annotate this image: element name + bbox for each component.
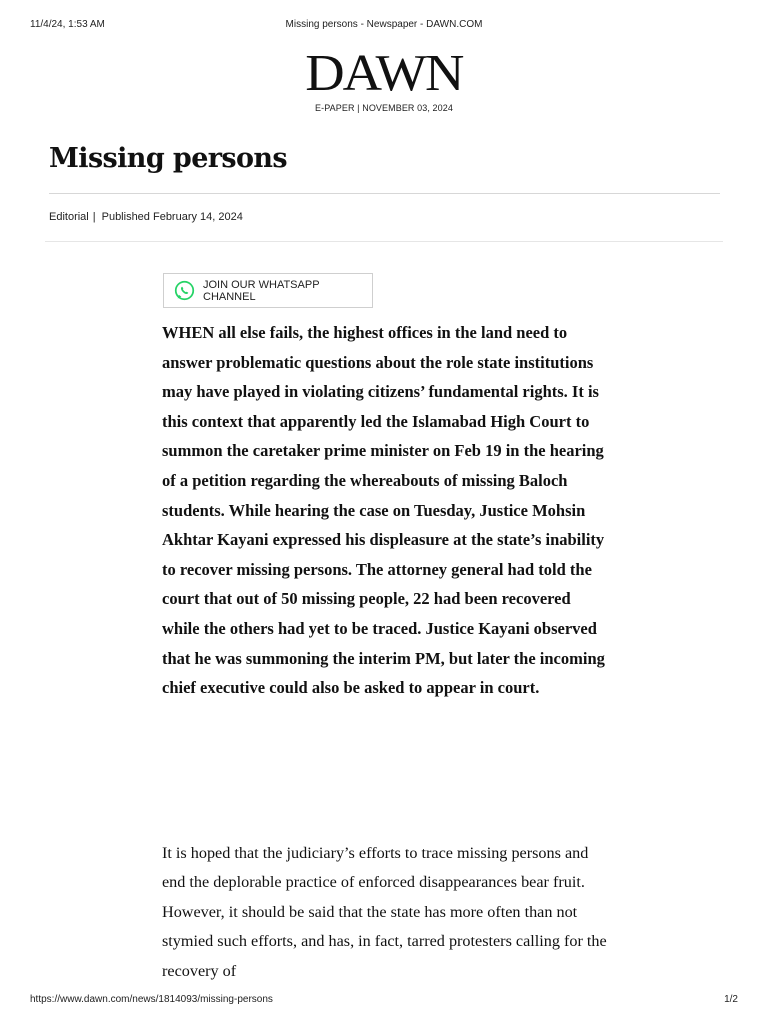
title-divider <box>49 193 720 194</box>
print-datetime: 11/4/24, 1:53 AM <box>30 19 105 30</box>
published-date: Published February 14, 2024 <box>101 211 243 223</box>
lead-paragraph: WHEN all else fails, the highest offices in the land need to answer problematic questions about the role state institutions may have played in violating citizens’ fundamental rights. It is this context that apparently led the Islamabad High Court to summon the caretaker prime minister on Feb 19 in the hearing of a petition regarding the whereabouts of missing Baloch students. While hearing the case on Tuesday, Justice Mohsin Akhtar Kayani expressed his displeasure at the state’s inability to recover missing persons. The attorney general had told the court that out of 50 missing people, 22 had been recovered while the others had yet to be traced. Justice Kayani observed that he was summoning the interim PM, but later the incoming chief executive could also be asked to appear in court. <box>162 323 605 698</box>
meta-divider <box>45 241 723 242</box>
print-header <box>0 19 768 33</box>
print-page-title: Missing persons - Newspaper - DAWN.COM <box>285 19 483 30</box>
whatsapp-icon <box>174 280 195 301</box>
article-meta <box>49 211 243 223</box>
masthead <box>0 45 768 113</box>
body-paragraph: It is hoped that the judiciary’s efforts to trace missing persons and end the deplorable practice of enforced disappearances bear fruit. However, it should be said that the state has more often than not stymied such efforts, and has, in fact, tarred protesters calling for the recovery of <box>162 844 607 980</box>
meta-separator: | <box>92 211 96 223</box>
whatsapp-channel-button[interactable] <box>163 273 373 308</box>
category-link[interactable]: Editorial <box>49 211 89 223</box>
dawn-logo[interactable]: DAWN <box>305 45 463 102</box>
edition-date: E-PAPER | NOVEMBER 03, 2024 <box>315 103 453 113</box>
page-number: 1/2 <box>724 994 738 1005</box>
article-title: Missing persons <box>49 143 288 174</box>
print-url: https://www.dawn.com/news/1814093/missing-persons <box>30 994 273 1005</box>
whatsapp-button-label: JOIN OUR WHATSAPP CHANNEL <box>203 278 320 303</box>
